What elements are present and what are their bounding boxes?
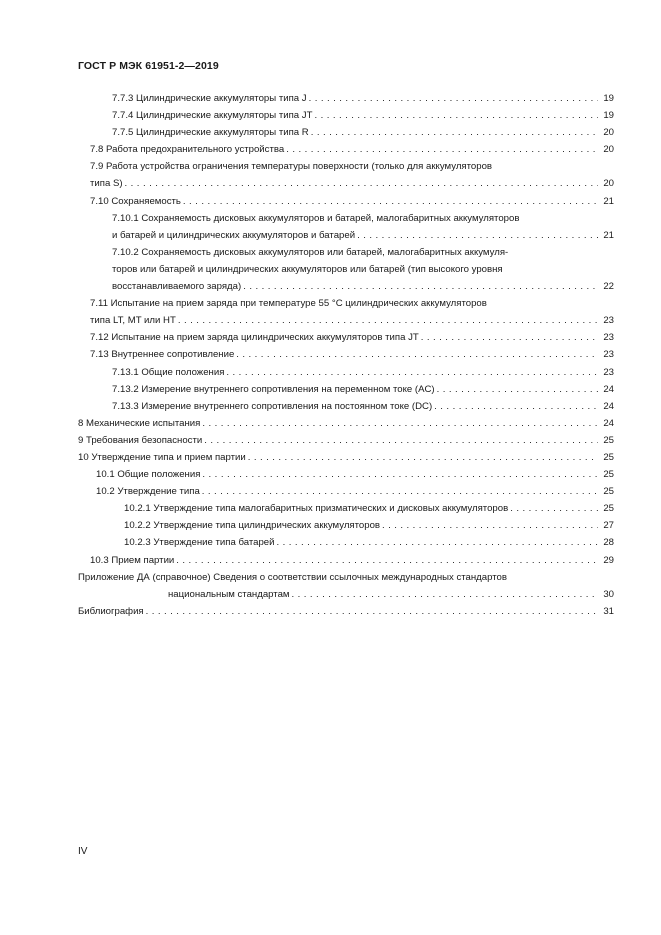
dot-leader (434, 398, 598, 415)
toc-entry-text-line: 7.11 Испытание на прием заряда при температуре 55 °C цилиндрических аккумуляторов (90, 298, 487, 310)
toc-entry-title: 10.2.3 Утверждение типа батарей (124, 537, 275, 549)
toc-entry-title: 7.13.3 Измерение внутреннего сопротивления на постоянном токе (DC) (112, 400, 433, 412)
dot-leader (243, 278, 598, 295)
dot-leader (183, 193, 598, 210)
toc-entry[interactable] (112, 107, 614, 124)
toc-entry-title: 7.10 Сохраняемость (90, 195, 181, 207)
toc-page-number: 24 (603, 417, 614, 429)
dot-leader (176, 552, 598, 569)
dot-leader (510, 500, 598, 517)
toc-entry[interactable] (124, 517, 614, 534)
dot-leader (311, 124, 598, 141)
dot-leader (204, 432, 598, 449)
toc-entry[interactable] (90, 193, 614, 210)
toc-entry-title: 10.2.1 Утверждение типа малогабаритных призматических и дисковых аккумуляторов (124, 503, 509, 515)
toc-page-number: 29 (603, 554, 614, 566)
toc-entry[interactable] (112, 244, 614, 295)
dot-leader (421, 329, 598, 346)
toc-entry-title: и батарей и цилиндрических аккумуляторов и батарей (112, 229, 356, 241)
toc-entry[interactable] (112, 364, 614, 381)
toc-entry[interactable] (124, 534, 614, 551)
toc-page-number: 28 (603, 537, 614, 549)
toc-entry-title: 7.7.4 Цилиндрические аккумуляторы типа JT (112, 110, 313, 122)
dot-leader (146, 603, 598, 620)
toc-entry-title: 7.7.5 Цилиндрические аккумуляторы типа R (112, 127, 309, 139)
toc-entry-title: 10.1 Общие положения (96, 469, 201, 481)
toc-page-number: 23 (603, 332, 614, 344)
dot-leader (437, 381, 598, 398)
dot-leader (202, 466, 598, 483)
toc-page-number: 24 (603, 383, 614, 395)
toc-entry[interactable] (78, 603, 614, 620)
toc-entry-title: 7.13.1 Общие положения (112, 366, 225, 378)
toc-entry-title: 7.13.2 Измерение внутреннего сопротивления на переменном токе (AC) (112, 383, 435, 395)
dot-leader (286, 141, 598, 158)
dot-leader (202, 483, 598, 500)
toc-entry[interactable] (112, 124, 614, 141)
toc-entry-title: 10 Утверждение типа и прием партии (78, 451, 246, 463)
toc-entry[interactable] (78, 449, 614, 466)
dot-leader (292, 586, 598, 603)
dot-leader (202, 415, 598, 432)
toc-entry-title: восстанавливаемого заряда) (112, 281, 242, 293)
toc-page-number: 25 (603, 486, 614, 498)
dot-leader (314, 107, 598, 124)
toc-entry-text-line: 7.10.2 Сохраняемость дисковых аккумуляторов или батарей, малогабаритных аккумуля- (112, 246, 509, 258)
toc-page-number: 23 (603, 315, 614, 327)
toc-entry-title: 9 Требования безопасности (78, 434, 203, 446)
toc-entry[interactable] (78, 569, 614, 603)
toc-page-number: 25 (603, 469, 614, 481)
toc-entry[interactable] (78, 415, 614, 432)
toc-entry[interactable] (96, 466, 614, 483)
toc-entry[interactable] (90, 141, 614, 158)
toc-page-number: 20 (603, 178, 614, 190)
toc-entry[interactable] (90, 552, 614, 569)
dot-leader (382, 517, 598, 534)
toc-entry[interactable] (90, 329, 614, 346)
dot-leader (248, 449, 598, 466)
toc-page-number: 25 (603, 451, 614, 463)
dot-leader (178, 312, 598, 329)
toc-entry-text-line: 7.10.1 Сохраняемость дисковых аккумуляторов и батарей, малогабаритных аккумуляторов (112, 212, 520, 224)
toc-entry-title: Библиография (78, 605, 144, 617)
toc-entry-title: 7.12 Испытание на прием заряда цилиндрических аккумуляторов типа JT (90, 332, 419, 344)
dot-leader (277, 534, 599, 551)
toc-entry-title: 10.3 Прием партии (90, 554, 175, 566)
toc-entry[interactable] (124, 500, 614, 517)
toc-entry[interactable] (90, 346, 614, 363)
toc-entry-text-line: торов или батарей и цилиндрических аккумуляторов или батарей (тип высокого уровня (112, 263, 503, 275)
dot-leader (357, 227, 598, 244)
dot-leader (226, 364, 598, 381)
dot-leader (309, 90, 598, 107)
dot-leader (125, 175, 598, 192)
toc-page-number: 27 (603, 520, 614, 532)
toc-page-number: 23 (603, 349, 614, 361)
toc-entry-title: 7.13 Внутреннее сопротивление (90, 349, 235, 361)
toc-page-number: 20 (603, 144, 614, 156)
toc-page-number: 21 (603, 195, 614, 207)
toc-page-number: 30 (603, 588, 614, 600)
page-number: IV (78, 846, 88, 857)
toc-page-number: 21 (603, 229, 614, 241)
toc-entry-title: типа S) (90, 178, 123, 190)
toc-page-number: 31 (603, 605, 614, 617)
toc-entry[interactable] (112, 90, 614, 107)
toc-entry-title: национальным стандартам (168, 588, 290, 600)
toc-entry[interactable] (90, 295, 614, 329)
toc-entry[interactable] (112, 381, 614, 398)
dot-leader (236, 346, 598, 363)
toc-entry-title: 10.2.2 Утверждение типа цилиндрических аккумуляторов (124, 520, 380, 532)
toc-entry[interactable] (78, 432, 614, 449)
toc-entry-text-line: 7.9 Работа устройства ограничения температуры поверхности (только для аккумуляторов (90, 161, 493, 173)
toc-entry-title: типа LT, MT или HT (90, 315, 176, 327)
toc-page-number: 25 (603, 503, 614, 515)
toc-entry[interactable] (96, 483, 614, 500)
document-header: ГОСТ Р МЭК 61951-2—2019 (78, 60, 219, 72)
toc-entry-title: 8 Механические испытания (78, 417, 201, 429)
toc-page-number: 20 (603, 127, 614, 139)
toc-page-number: 19 (603, 93, 614, 104)
toc-entry-title: 10.2 Утверждение типа (96, 486, 200, 498)
toc-entry[interactable] (90, 158, 614, 192)
toc-entry[interactable] (112, 210, 614, 244)
toc-page-number: 23 (603, 366, 614, 378)
toc-entry-title: 7.7.3 Цилиндрические аккумуляторы типа J (112, 93, 307, 104)
toc-page-number: 25 (603, 434, 614, 446)
toc-entry[interactable] (112, 398, 614, 415)
toc-page-number: 19 (603, 110, 614, 122)
toc-entry-title: 7.8 Работа предохранительного устройства (90, 144, 285, 156)
toc-entry-text-line: Приложение ДА (справочное) Сведения о соответствии ссылочных международных стандартов (78, 571, 507, 583)
toc-page-number: 24 (603, 400, 614, 412)
table-of-contents (78, 90, 614, 620)
toc-page-number: 22 (603, 281, 614, 293)
